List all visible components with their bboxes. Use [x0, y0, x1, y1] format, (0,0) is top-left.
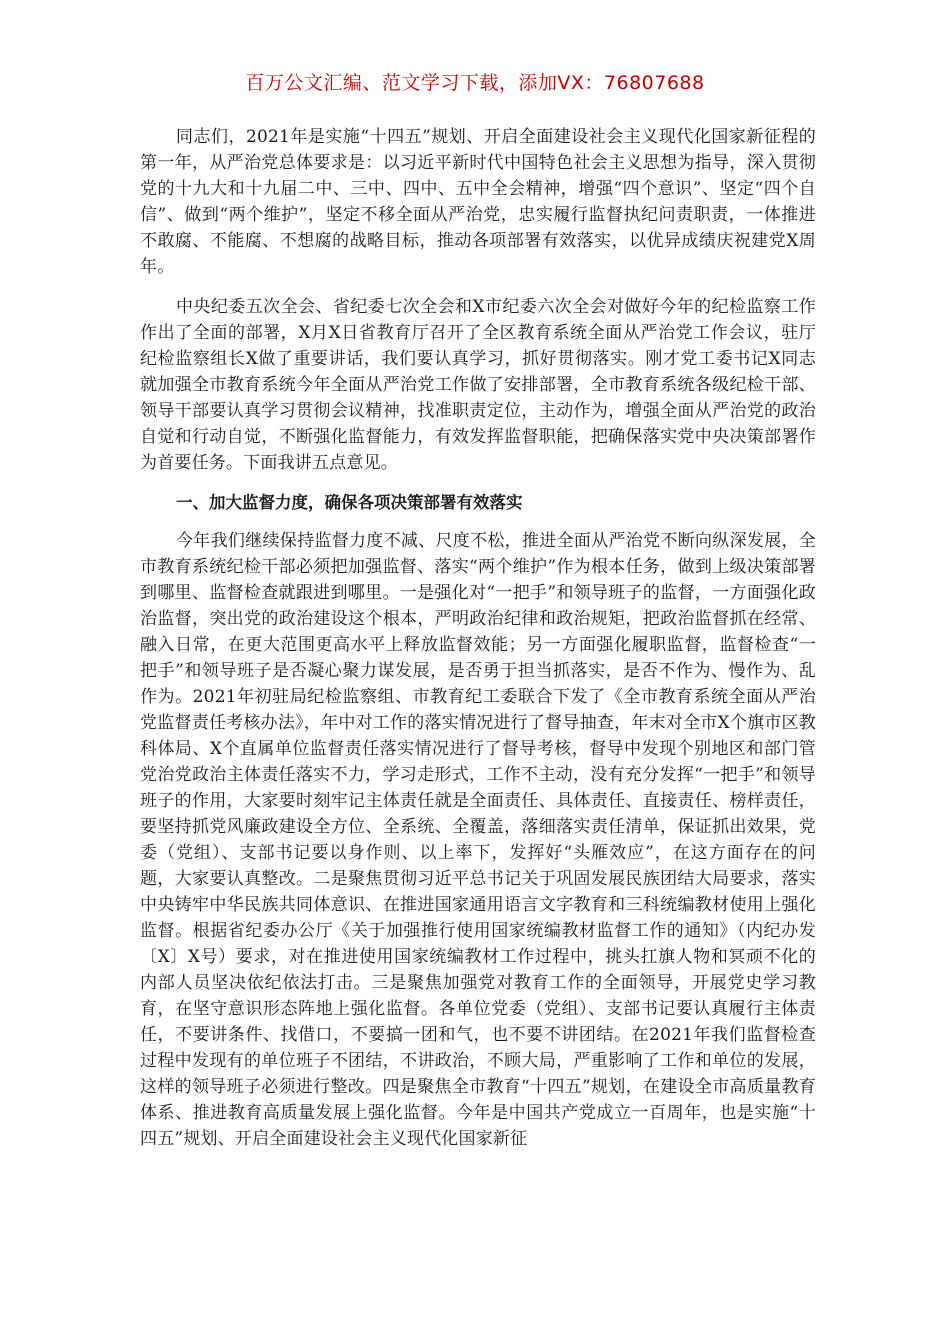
section-heading-1: 一、加大监督力度，确保各项决策部署有效落实 — [176, 493, 523, 512]
paragraph-section-1: 今年我们继续保持监督力度不减、尺度不松，推进全面从严治党不断向纵深发展，全市教育系统纪检干部必须把加强监督、落实“两个维护”作为根本任务，做到上级决策部署到哪里、监督检查就跟进到哪里。一是强化对“一把手”和领导班子的监督，一方面强化政治监督，突出党的政治建设这个根本，严明政治纪律和政治规矩，把政治监督抓在经常、融入日常，在更大范围更高水平上释放监督效能；另一方面强化履职监督，监督检查“一把手”和领导班子是否凝心聚力谋发展，是否勇于担当抓落实，是否不作为、慢作为、乱作为。2021年初驻局纪检监察组、市教育纪工委联合下发了《全市教育系统全面从严治党监督责任考核办法》，年中对工作的落实情况进行了督导抽查，年末对全市X个旗市区教科体局、X个直属单位监督责任落实情况进行了督导考核，督导中发现个别地区和部门管党治党政治主体责任落实不力，学习走形式，工作不主动，没有充分发挥“一把手”和领导班子的作用，大家要时刻牢记主体责任就是全面责任、具体责任、直接责任、榜样责任，要坚持抓党风廉政建设全方位、全系统、全覆盖，落细落实责任清单，保证抓出效果，党委（党组）、支部书记要以身作则、以上率下，发挥好“头雁效应”，在这方面存在的问题，大家要认真整改。二是聚焦贯彻习近平总书记关于巩固发展民族团结大局要求，落实中央铸牢中华民族共同体意识、在推进国家通用语言文字教育和三科统编教材使用上强化监督。根据省纪委办公厅《关于加强推行使用国家统编教材监督工作的通知》（内纪办发〔X〕X号）要求，对在推进使用国家统编教材工作过程中，挑头扛旗人物和冥顽不化的内部人员坚决依纪依法打击。三是聚焦加强党对教育工作的全面领导，开展党史学习教育，在坚守意识形态阵地上强化监督。各单位党委（党组）、支部书记要认真履行主体责任，不要讲条件、找借口，不要搞一团和气，也不要不讲团结。在2021年我们监督检查过程中发现有的单位班子不团结，不讲政治，不顾大局，严重影响了工作和单位的发展，这样的领导班子必须进行整改。四是聚焦全市教育“十四五”规划，在建设全市高质量教育体系、推进教育高质量发展上强化监督。今年是中国共产党成立一百周年，也是实施“十四五”规划、开启全面建设社会主义现代化国家新征 — [140, 531, 816, 1149]
paragraph-deployment: 中央纪委五次全会、省纪委七次全会和X市纪委六次全会对做好今年的纪检监察工作作出了全面的部署，X月X日省教育厅召开了全区教育系统全面从严治党工作会议，驻厅纪检监察组长X做了重要讲话，我们要认真学习，抓好贯彻落实。刚才党工委书记X同志就加强全市教育系统今年全面从严治党工作做了安排部署，全市教育系统各级纪检干部、领导干部要认真学习贯彻会议精神，找准职责定位，主动作为，增强全面从严治党的政治自觉和行动自觉，不断强化监督能力，有效发挥监督职能，把确保落实党中央决策部署作为首要任务。下面我讲五点意见。 — [140, 297, 816, 473]
paragraph-intro: 同志们，2021年是实施“十四五”规划、开启全面建设社会主义现代化国家新征程的第一年，从严治党总体要求是：以习近平新时代中国特色社会主义思想为指导，深入贯彻党的十九大和十九届二中、三中、四中、五中全会精神，增强“四个意识”、坚定“四个自信”、做到“两个维护”，坚定不移全面从严治党，忠实履行监督执纪问责职责，一体推进不敢腐、不能腐、不想腐的战略目标，推动各项部署有效落实，以优异成绩庆祝建党X周年。 — [140, 127, 816, 277]
download-banner: 百万公文汇编、范文学习下载，添加VX：76807688 — [245, 72, 705, 94]
document-body — [140, 124, 816, 1166]
